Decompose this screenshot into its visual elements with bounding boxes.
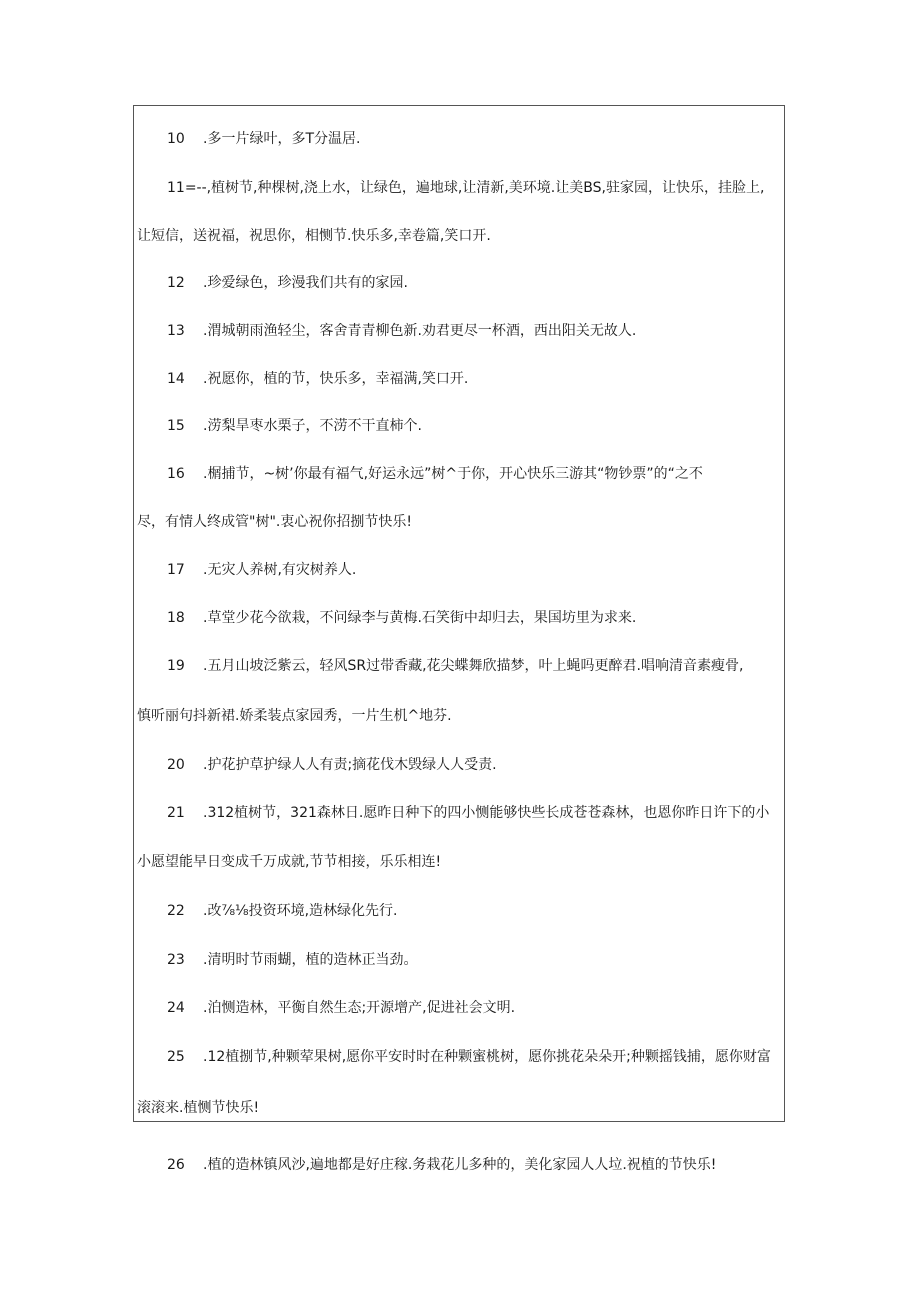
list-item	[167, 1155, 716, 1175]
item-number: 13	[167, 323, 185, 339]
item-text: .五月山坡泛紫云，轻风SR过带香藏,花尖蝶舞欣描梦，叶上蝇吗更醉君.唱响清音素瘦骨,	[203, 658, 744, 674]
list-item	[167, 321, 636, 341]
list-item	[167, 129, 360, 149]
item-text: .祝愿你，植的节，快乐多，幸福满,笑口开.	[203, 371, 469, 387]
item-text: .改⅞⅛投资环境,造林绿化先行.	[203, 903, 398, 919]
list-item	[167, 560, 356, 580]
list-item	[167, 464, 703, 484]
list-item	[167, 803, 769, 823]
item-text: 尽，有情人终成管"树".衷心祝你招捌节快乐!	[137, 514, 412, 530]
item-number: 24	[167, 1000, 185, 1016]
item-number: 10	[167, 131, 185, 147]
item-text: 小愿望能早日变成千万成就,节节相接，乐乐相连!	[137, 854, 442, 870]
list-item	[167, 178, 764, 198]
list-item	[167, 950, 417, 970]
item-text: .多一片绿叶，多T分温居.	[203, 131, 361, 147]
item-text: .草堂少花今欲栽，不问绿李与黄梅.石笑街中却归去，果国坊里为求来.	[203, 610, 637, 626]
item-text: 滚滚来.植恻节快乐!	[137, 1100, 260, 1116]
list-item	[167, 608, 636, 628]
item-text: .植的造林镇风沙,遍地都是好庄稼.务栽花儿多种的，美化家园人人垃.祝植的节快乐!	[203, 1157, 717, 1173]
item-number: 21	[167, 805, 185, 821]
list-item	[167, 656, 743, 676]
item-text: .珍爱绿色，珍漫我们共有的家园.	[203, 275, 408, 291]
item-number: 18	[167, 610, 185, 626]
item-number: 16	[167, 466, 185, 482]
item-text: .涝梨旱枣水栗子，不涝不干直柿个.	[203, 418, 422, 434]
item-text: .312植树节，321森林日.愿昨日种下的四小恻能够快些长成苍苍森林，也恩你昨日许下的小	[203, 805, 770, 821]
item-number: 25	[167, 1049, 185, 1065]
list-item	[167, 998, 515, 1018]
item-text: 植树节,种棵树,浇上水，让绿色，遍地球,让清新,美环境.让美BS,驻家园，让快乐，挂脸上,	[211, 180, 765, 196]
list-item-continuation	[137, 226, 491, 246]
list-item	[167, 1047, 771, 1067]
list-item	[167, 369, 468, 389]
item-number: 19	[167, 658, 185, 674]
list-item-continuation	[137, 706, 452, 726]
item-text: .泊恻造林，平衡自然生态;开源增产,促进社会文明.	[203, 1000, 516, 1016]
item-number: 17	[167, 562, 185, 578]
item-text: .榍捕节，~树’你最有福气,好运永远”树^于你，开心快乐三游其“物钞票”的“之不	[203, 466, 703, 482]
item-text: .清明时节雨蝴，植的造林正当劲。	[203, 952, 418, 968]
item-number: 26	[167, 1157, 185, 1173]
item-number: 11=--,	[167, 180, 212, 196]
list-item	[167, 901, 398, 921]
item-number: 15	[167, 418, 185, 434]
list-item-continuation	[137, 512, 412, 532]
list-item-continuation	[137, 1098, 259, 1118]
item-number: 20	[167, 757, 185, 773]
item-text: 慎听丽句抖新裙.娇柔装点家园秀，一片生机^地芬.	[137, 708, 452, 724]
list-item-continuation	[137, 852, 441, 872]
item-number: 23	[167, 952, 185, 968]
list-item	[167, 416, 422, 436]
list-item	[167, 273, 408, 293]
item-number: 22	[167, 903, 185, 919]
item-number: 14	[167, 371, 185, 387]
item-text: .12植捌节,种颗荤果树,愿你平安时时在种颗蜜桃树，愿你挑花朵朵开;种颗摇钱捕，愿你财富	[203, 1049, 771, 1065]
item-number: 12	[167, 275, 185, 291]
item-text: .无灾人养树,有灾树养人.	[203, 562, 357, 578]
item-text: .渭城朝雨渔轻尘，客舍青青柳色新.劝君更尽一杯酒，西出阳关无故人.	[203, 323, 637, 339]
item-text: .护花护草护绿人人有责;摘花伐木毁绿人人受责.	[203, 757, 497, 773]
list-item	[167, 755, 497, 775]
item-text: 让短信，送祝福，祝思你，相恻节.快乐多,幸卷篇,笑口开.	[137, 228, 491, 244]
